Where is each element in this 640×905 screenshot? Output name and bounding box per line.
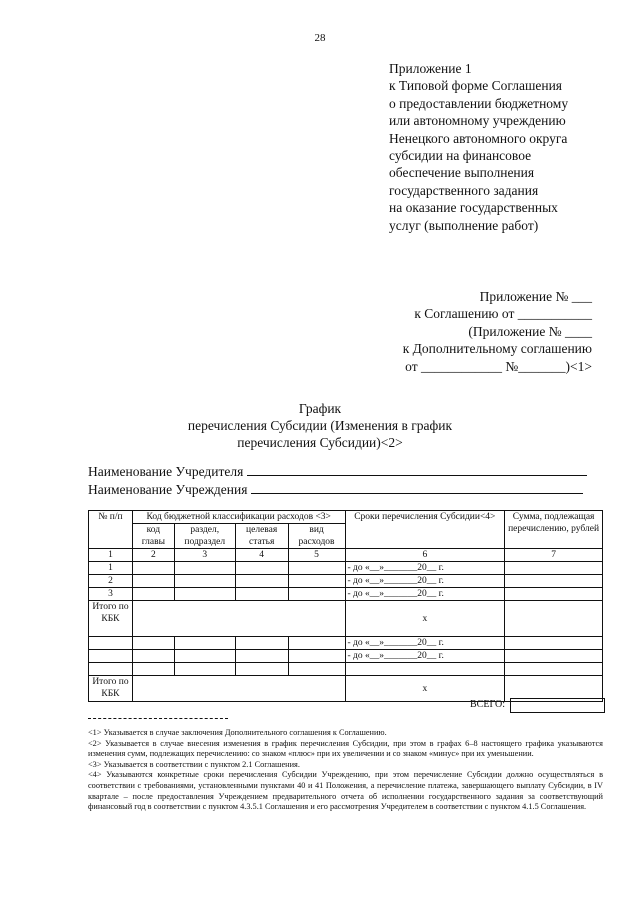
table-header-row (89, 511, 603, 524)
footnote-separator (88, 718, 228, 719)
table-row (89, 637, 603, 650)
appendix-1-line: или автономному учреждению (389, 113, 566, 129)
col-num: 2 (132, 549, 174, 562)
col-num: 3 (174, 549, 235, 562)
grand-total-label: ВСЕГО: (470, 699, 505, 710)
x-mark: х (345, 676, 505, 702)
appendix-2-line: к Дополнительному соглашению (402, 341, 592, 357)
appendix-1-line: к Типовой форме Соглашения (389, 78, 563, 94)
x-mark: х (345, 601, 505, 637)
col-num: 4 (235, 549, 288, 562)
term-cell[interactable]: - до «__»_______20__ г. (345, 575, 505, 588)
appendix-2-line: от ____________ №_______)<1> (405, 358, 592, 374)
appendix-2-line: (Приложение № ____ (468, 323, 592, 339)
appendix-1-line: о предоставлении бюджетному (389, 95, 569, 111)
institution-label: Наименование Учреждения (88, 482, 248, 497)
appendix-1-line: услуг (выполнение работ) (389, 217, 539, 233)
header-code-chapter: код главы (132, 524, 174, 549)
document-title (0, 400, 640, 451)
header-sum: Сумма, подлежащая перечислению, рублей (505, 511, 603, 549)
founder-field[interactable] (247, 463, 587, 476)
appendix-1-line: Ненецкого автономного округа (389, 130, 568, 146)
subtotal-row (89, 601, 603, 637)
founder-label: Наименование Учредителя (88, 464, 244, 479)
col-num: 1 (89, 549, 133, 562)
appendix-2-line: к Соглашению от ___________ (414, 306, 592, 322)
title-line: перечисления Субсидии (Изменения в график (187, 418, 453, 433)
footnote-2: <2> Указывается в случае внесения изменения в график перечисления Субсидии, при этом в графах 6–8 настоящего графика указываются изменения сумм, подлежащих перечислению: со знаком «плюс» при их увеличении и со знаком «минус» при их уменьшении. (88, 738, 603, 759)
term-cell[interactable]: - до «__»_______20__ г. (345, 650, 505, 663)
term-cell[interactable]: - до «__»_______20__ г. (345, 562, 505, 575)
appendix-1-line: на оказание государственных (389, 200, 558, 216)
col-num: 7 (505, 549, 603, 562)
table-row (89, 650, 603, 663)
itogo-label: Итого по КБК (89, 601, 133, 637)
transfer-schedule-table (88, 510, 603, 702)
row-num: 3 (89, 588, 133, 601)
appendix-1-header (389, 60, 568, 234)
itogo-label: Итого по КБК (89, 676, 133, 702)
header-target-article: целевая статья (235, 524, 288, 549)
footnote-1: <1> Указывается в случае заключения Дополнительного соглашения к Соглашению. (88, 728, 387, 737)
page-number: 28 (314, 32, 326, 44)
footnote-4: <4> Указываются конкретные сроки перечисления Субсидии Учреждению, при этом перечисление Субсидии должно осуществляться в соответствии с требованиями, установленными пунктами 40 и 41 Положения, а перечисление платежа, завершающего выплату Субсидии, в IV квартале – после предоставления Учреждением предварительного отчета об исполнении государственного задания за соответствующий финансовый год в соответствии с пунктом 4.3.5.1 Соглашения и его рассмотрения Учредителем в соответствии с пунктом 4.1.5 Соглашения. (88, 770, 603, 812)
grand-total-cell[interactable] (510, 698, 605, 713)
title-line: График (298, 401, 342, 416)
founder-row (88, 463, 587, 480)
col-num: 6 (345, 549, 505, 562)
appendix-1-line: Приложение 1 (389, 61, 472, 76)
appendix-2-line: Приложение № ___ (479, 289, 592, 304)
column-number-row (89, 549, 603, 562)
table-row (89, 663, 603, 676)
row-num: 2 (89, 575, 133, 588)
title-line: перечисления Субсидии)<2> (237, 435, 403, 450)
institution-field[interactable] (251, 481, 583, 494)
table-row (89, 588, 603, 601)
header-terms: Сроки перечисления Субсидии<4> (345, 511, 505, 549)
appendix-number-header (403, 288, 592, 375)
term-cell[interactable]: - до «__»_______20__ г. (345, 637, 505, 650)
appendix-1-line: государственного задания (389, 182, 539, 198)
institution-row (88, 481, 583, 498)
appendix-1-line: обеспечение выполнения (389, 165, 535, 181)
header-kbk: Код бюджетной классификации расходов <3> (132, 511, 345, 524)
term-cell[interactable]: - до «__»_______20__ г. (345, 588, 505, 601)
header-expense-type: вид расходов (288, 524, 345, 549)
table-row (89, 575, 603, 588)
col-num: 5 (288, 549, 345, 562)
header-num: № п/п (89, 511, 133, 549)
appendix-1-line: субсидии на финансовое (389, 148, 532, 164)
footnotes (88, 728, 603, 813)
footnote-3: <3> Указывается в соответствии с пунктом 2.1 Соглашения. (88, 759, 300, 769)
header-section: раздел, подраздел (174, 524, 235, 549)
row-num: 1 (89, 562, 133, 575)
table-row (89, 562, 603, 575)
